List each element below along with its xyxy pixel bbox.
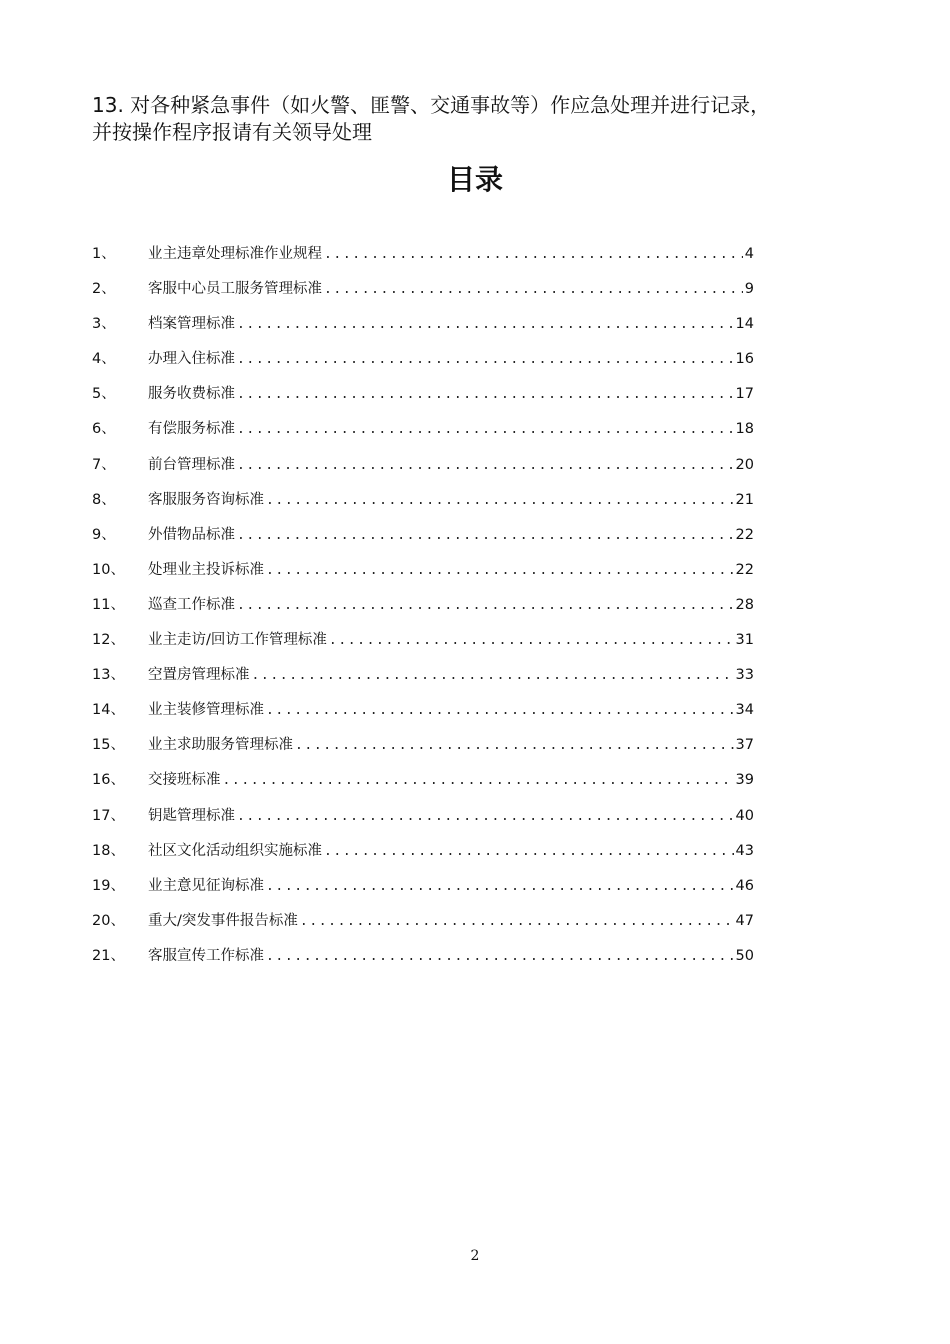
toc-entry[interactable] [92, 696, 754, 731]
toc-dot-leader [223, 767, 734, 795]
toc-entry-number: 18、 [92, 842, 125, 859]
toc-dot-leader [237, 522, 734, 550]
toc-entry-page: 28 [735, 596, 754, 613]
toc-entry[interactable] [92, 240, 754, 275]
toc-entry[interactable] [92, 521, 754, 556]
toc-entry-page: 31 [735, 632, 754, 649]
intro-line-2: 并按操作程序报请有关领导处理 [92, 120, 372, 144]
toc-entry-title: 客服中心员工服务管理标准 [148, 281, 322, 298]
toc-dot-leader [266, 697, 734, 725]
toc-entry-number: 2、 [92, 281, 116, 298]
toc-entry-title: 业主装修管理标准 [148, 702, 264, 719]
toc-entry-number: 13、 [92, 667, 125, 684]
toc-entry[interactable] [92, 310, 754, 345]
toc-entry[interactable] [92, 345, 754, 380]
toc-entry-number: 7、 [92, 456, 116, 473]
toc-entry-page: 46 [735, 877, 754, 894]
toc-entry-number: 16、 [92, 772, 125, 789]
toc-dot-leader [266, 943, 734, 971]
toc-entry-page: 39 [735, 772, 754, 789]
toc-entry-page: 22 [735, 561, 754, 578]
toc-entry-number: 12、 [92, 632, 125, 649]
toc-entry-title: 前台管理标准 [148, 456, 235, 473]
toc-entry-number: 4、 [92, 351, 116, 368]
toc-entry-title: 业主求助服务管理标准 [148, 737, 293, 754]
toc-dot-leader [324, 838, 734, 866]
toc-dot-leader [324, 241, 743, 269]
toc-entry-page: 33 [735, 667, 754, 684]
toc-dot-leader [237, 803, 734, 831]
toc-entry[interactable] [92, 626, 754, 661]
toc-entry[interactable] [92, 486, 754, 521]
toc-entry-page: 43 [735, 842, 754, 859]
toc-dot-leader [266, 873, 734, 901]
toc-entry-title: 有偿服务标准 [148, 421, 235, 438]
toc-dot-leader [324, 276, 743, 304]
toc-entry-number: 20、 [92, 912, 125, 929]
toc-entry-number: 3、 [92, 316, 116, 333]
toc-entry-title: 客服服务咨询标准 [148, 491, 264, 508]
toc-entry[interactable] [92, 415, 754, 450]
toc-dot-leader [266, 557, 734, 585]
toc-entry[interactable] [92, 380, 754, 415]
toc-entry-number: 8、 [92, 491, 116, 508]
toc-entry[interactable] [92, 872, 754, 907]
toc-entry-title: 空置房管理标准 [148, 667, 250, 684]
toc-entry-page: 40 [735, 807, 754, 824]
toc-entry[interactable] [92, 802, 754, 837]
toc-entry[interactable] [92, 731, 754, 766]
toc-dot-leader [237, 346, 734, 374]
toc-entry-page: 47 [735, 912, 754, 929]
table-of-contents [92, 240, 754, 977]
toc-entry-page: 50 [735, 947, 754, 964]
toc-entry-title: 钥匙管理标准 [148, 807, 235, 824]
toc-entry-page: 37 [735, 737, 754, 754]
toc-entry[interactable] [92, 275, 754, 310]
intro-paragraph [92, 92, 872, 146]
toc-entry-page: 14 [735, 316, 754, 333]
toc-entry-page: 4 [744, 246, 754, 262]
toc-entry-title: 业主意见征询标准 [148, 877, 264, 894]
toc-entry-number: 14、 [92, 702, 125, 719]
toc-entry-number: 11、 [92, 596, 125, 613]
toc-dot-leader [329, 627, 734, 655]
toc-entry-title: 档案管理标准 [148, 316, 235, 333]
toc-entry-number: 19、 [92, 877, 125, 894]
toc-entry-page: 9 [744, 281, 754, 298]
toc-entry-number: 15、 [92, 737, 125, 754]
intro-line-1: 13. 对各种紧急事件（如火警、匪警、交通事故等）作应急处理并进行记录， [92, 93, 771, 117]
toc-entry-number: 17、 [92, 807, 125, 824]
toc-entry-title: 客服宣传工作标准 [148, 947, 264, 964]
toc-dot-leader [237, 592, 734, 620]
toc-entry-title: 社区文化活动组织实施标准 [148, 842, 322, 859]
toc-entry-title: 处理业主投诉标准 [148, 561, 264, 578]
toc-dot-leader [266, 487, 734, 515]
toc-dot-leader [295, 732, 734, 760]
toc-entry-page: 18 [735, 421, 754, 438]
toc-entry[interactable] [92, 451, 754, 486]
toc-entry[interactable] [92, 556, 754, 591]
toc-entry-title: 业主走访/回访工作管理标准 [148, 632, 327, 649]
toc-dot-leader [237, 381, 734, 409]
toc-entry-page: 16 [735, 351, 754, 368]
toc-entry-page: 21 [735, 491, 754, 508]
toc-entry[interactable] [92, 766, 754, 801]
toc-dot-leader [252, 662, 734, 690]
toc-entry-page: 20 [735, 456, 754, 473]
toc-entry-number: 10、 [92, 561, 125, 578]
toc-entry-page: 22 [735, 526, 754, 543]
toc-entry-page: 34 [735, 702, 754, 719]
toc-entry-page: 17 [735, 386, 754, 403]
toc-entry-title: 重大/突发事件报告标准 [148, 912, 298, 929]
page-number: 2 [470, 1248, 480, 1264]
toc-entry-title: 服务收费标准 [148, 386, 235, 403]
toc-entry-title: 巡查工作标准 [148, 596, 235, 613]
toc-entry[interactable] [92, 661, 754, 696]
toc-entry-number: 9、 [92, 526, 116, 543]
toc-entry-number: 5、 [92, 386, 116, 403]
toc-entry[interactable] [92, 837, 754, 872]
toc-title: 目录 [446, 163, 503, 196]
toc-dot-leader [237, 416, 734, 444]
toc-entry-title: 业主违章处理标准作业规程 [148, 246, 322, 262]
toc-entry-title: 外借物品标准 [148, 526, 235, 543]
toc-dot-leader [300, 908, 734, 936]
toc-entry-number: 6、 [92, 421, 116, 438]
toc-entry[interactable] [92, 942, 754, 977]
toc-entry-number: 21、 [92, 947, 125, 964]
toc-entry[interactable] [92, 907, 754, 942]
toc-entry-number: 1、 [92, 246, 116, 262]
toc-entry[interactable] [92, 591, 754, 626]
toc-dot-leader [237, 311, 734, 339]
toc-entry-title: 办理入住标准 [148, 351, 235, 368]
toc-dot-leader [237, 452, 734, 480]
toc-entry-title: 交接班标准 [148, 772, 221, 789]
